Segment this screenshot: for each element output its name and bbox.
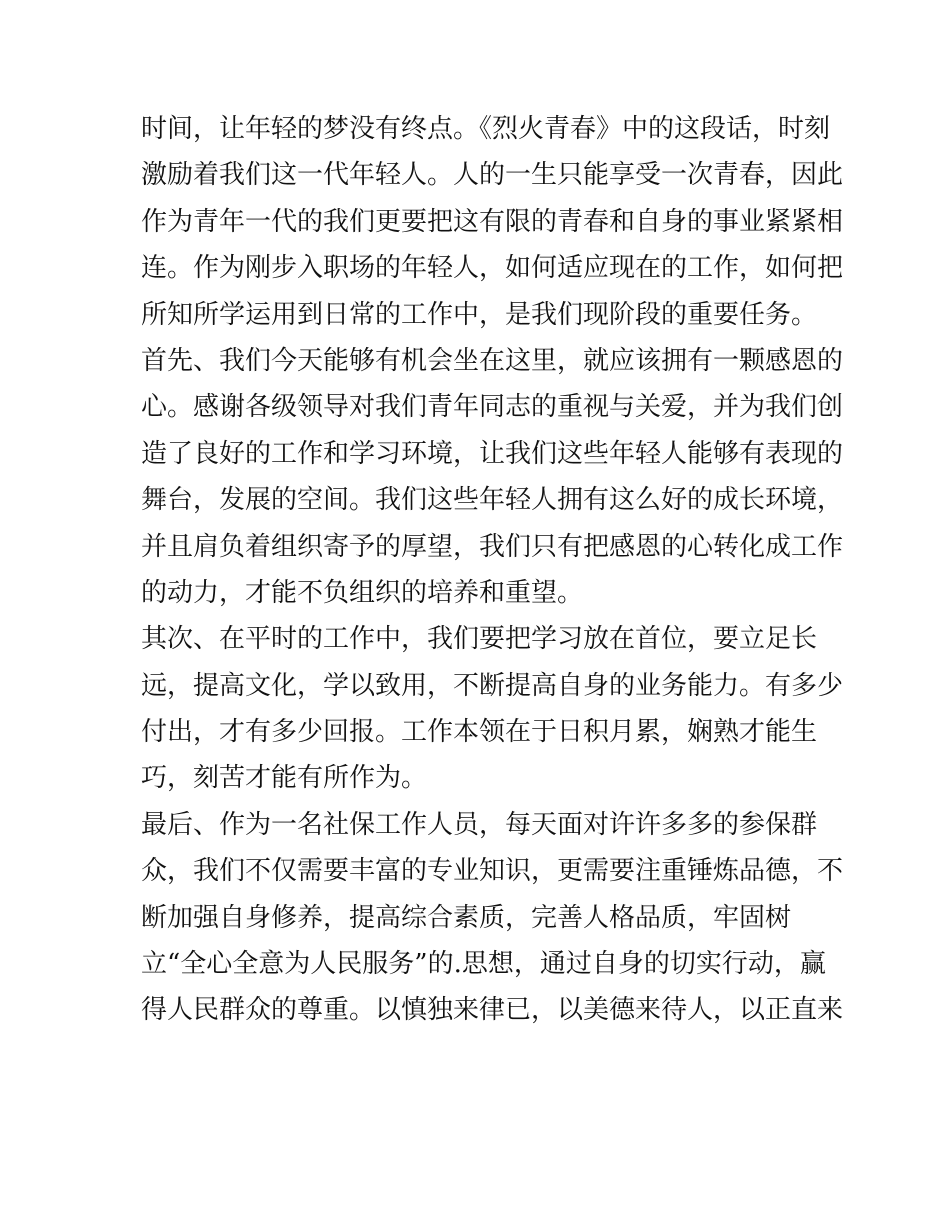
- text-line: 最后、作为一名社保工作人员，每天面对许许多多的参保群: [141, 809, 818, 840]
- text-line: 心。感谢各级领导对我们青年同志的重视与关爱，并为我们创: [141, 392, 844, 423]
- text-line: 时间，让年轻的梦没有终点。《烈火青春》中的这段话，时刻: [141, 114, 831, 144]
- text-line: 激励着我们这一代年轻人。人的一生只能享受一次青春，因此: [141, 160, 844, 191]
- text-line: 造了良好的工作和学习环境，让我们这些年轻人能够有表现的: [141, 438, 844, 469]
- text-line: 所知所学运用到日常的工作中，是我们现阶段的重要任务。: [141, 299, 818, 330]
- text-line: 断加强自身修养，提高综合素质，完善人格品质，牢固树: [141, 902, 792, 933]
- text-line: 连。作为刚步入职场的年轻人，如何适应现在的工作，如何把: [141, 253, 844, 284]
- text-line: 作为青年一代的我们更要把这有限的青春和自身的事业紧紧相: [141, 206, 844, 237]
- text-line: 付出，才有多少回报。工作本领在于日积月累，娴熟才能生: [141, 717, 818, 748]
- text-line: 舞台，发展的空间。我们这些年轻人拥有这么好的成长环境，: [141, 485, 844, 516]
- text-line: 并且肩负着组织寄予的厚望，我们只有把感恩的心转化成工作: [141, 531, 844, 562]
- text-line: 远，提高文化，学以致用，不断提高自身的业务能力。有多少: [141, 670, 844, 701]
- text-line: 其次、在平时的工作中，我们要把学习放在首位，要立足长: [141, 624, 818, 655]
- text-line: 首先、我们今天能够有机会坐在这里，就应该拥有一颗感恩的: [141, 345, 844, 376]
- text-line: 立“全心全意为人民服务”的.思想，通过自身的切实行动，赢: [141, 949, 826, 980]
- text-line: 得人民群众的尊重。以慎独来律已，以美德来待人，以正直来: [141, 995, 844, 1026]
- text-line: 的动力，才能不负组织的培养和重望。: [141, 577, 584, 608]
- text-line: 巧，刻苦才能有所作为。: [141, 763, 428, 794]
- document-body: [141, 106, 844, 1034]
- text-line: 众，我们不仅需要丰富的专业知识，更需要注重锤炼品德，不: [141, 856, 844, 887]
